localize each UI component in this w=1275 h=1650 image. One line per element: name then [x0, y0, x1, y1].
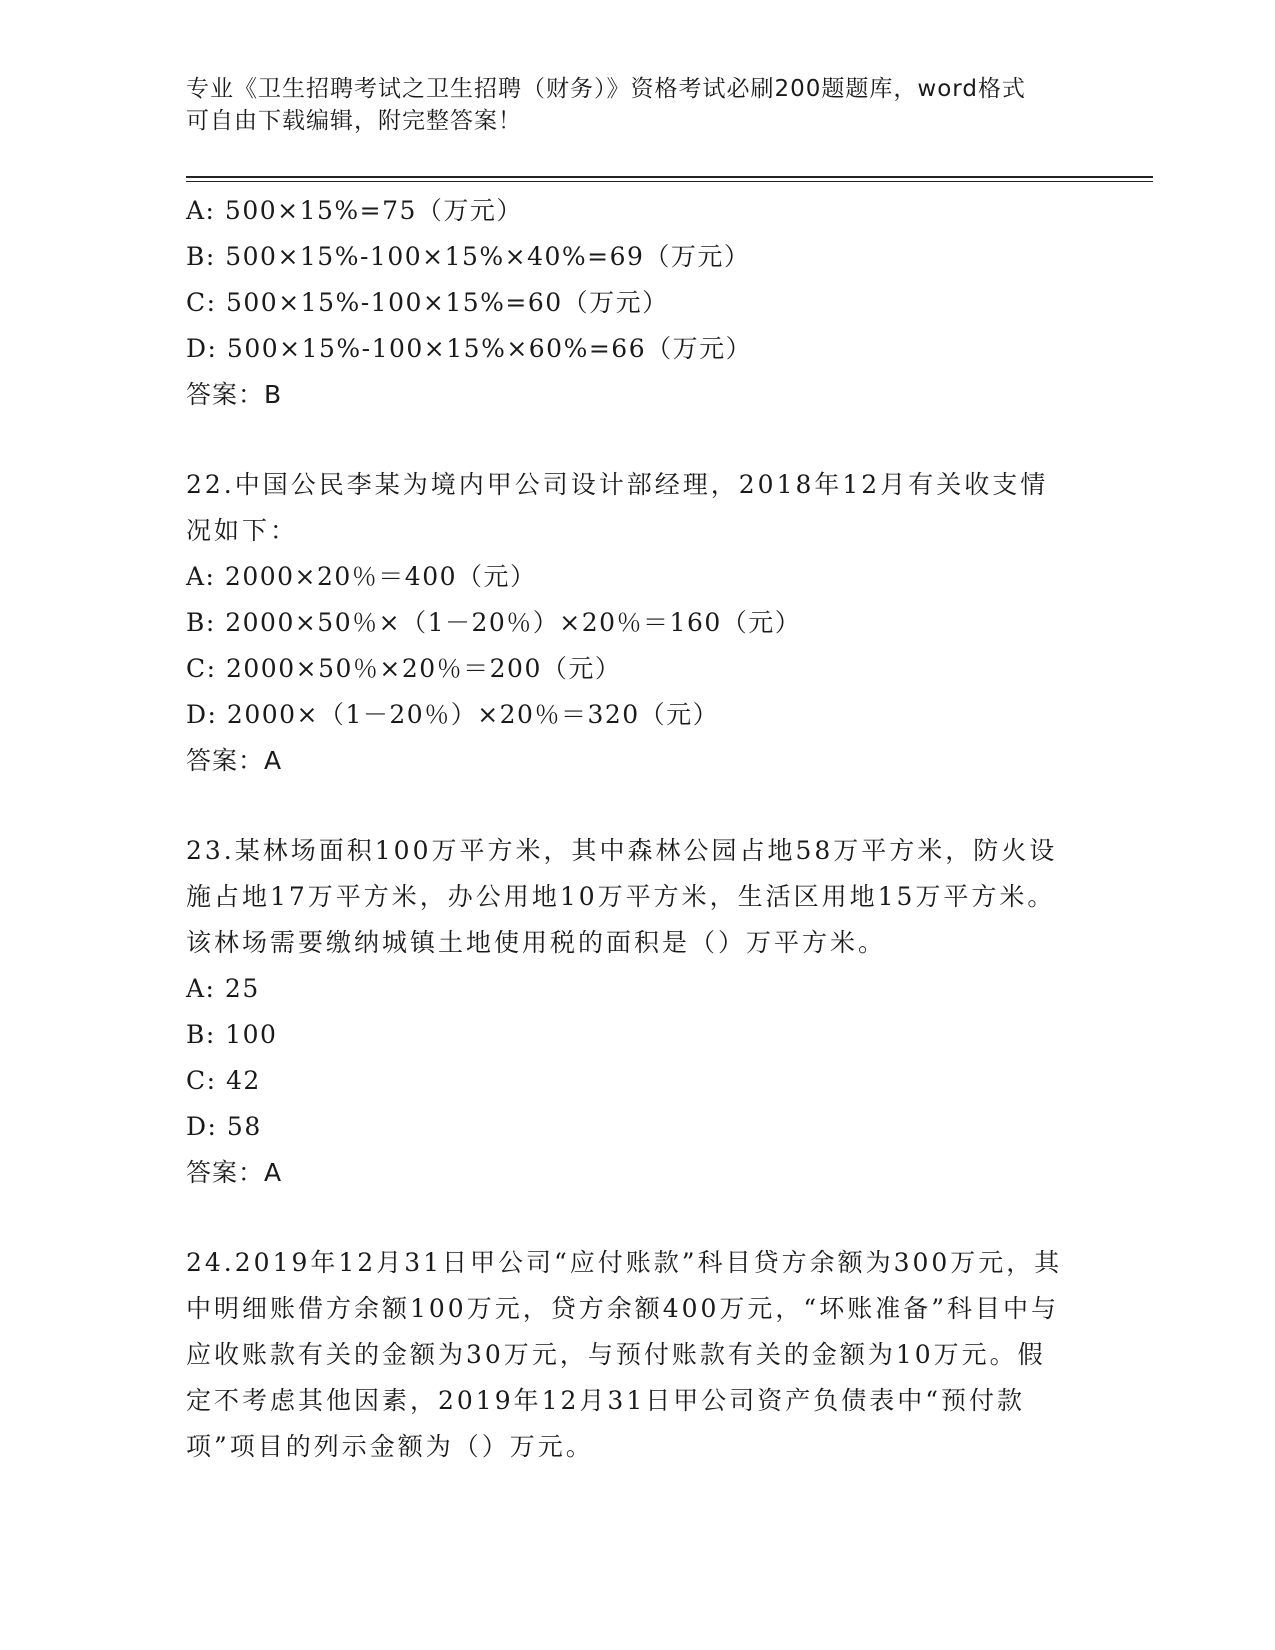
option-d: D: 58 — [186, 1112, 262, 1141]
option-b: B: 500×15%-100×15%×40%=69（万元） — [186, 242, 751, 271]
answer: 答案：A — [186, 1158, 283, 1187]
header-rule-thick — [186, 176, 1153, 178]
option-c: C: 42 — [186, 1066, 261, 1095]
header-line-1: 专业《卫生招聘考试之卫生招聘（财务）》资格考试必刷200题题库，word格式 — [186, 76, 1026, 102]
header-rule-thin — [186, 181, 1153, 182]
question-21 — [186, 188, 1066, 418]
question-24 — [186, 1240, 1066, 1470]
question-22 — [186, 462, 1066, 784]
answer: 答案：B — [186, 380, 283, 409]
question-23 — [186, 828, 1066, 1196]
question-text: 23.某林场面积100万平方米，其中森林公园占地58万平方米，防火设施占地17万平方米，办公用地10万平方米，生活区用地15万平方米。该林场需要缴纳城镇土地使用税的面积是（）万平方米。 — [186, 836, 1058, 957]
option-d: D: 2000×（1－20％）×20％＝320（元） — [186, 700, 720, 729]
option-c: C: 2000×50％×20％＝200（元） — [186, 654, 622, 683]
option-a: A: 500×15%=75（万元） — [186, 196, 523, 225]
document-body — [186, 188, 1066, 1470]
answer: 答案：A — [186, 746, 283, 775]
option-b: B: 100 — [186, 1020, 278, 1049]
option-d: D: 500×15%-100×15%×60%=66（万元） — [186, 334, 753, 363]
option-a: A: 2000×20％＝400（元） — [186, 562, 537, 591]
document-header — [186, 73, 1066, 137]
header-line-2: 可自由下载编辑，附完整答案！ — [186, 108, 522, 134]
question-text: 22.中国公民李某为境内甲公司设计部经理，2018年12月有关收支情况如下： — [186, 470, 1049, 545]
question-text: 24.2019年12月31日甲公司“应付账款”科目贷方余额为300万元，其中明细账借方余额100万元，贷方余额400万元，“坏账准备”科目中与应收账款有关的金额为30万元，与预付账款有关的金额为10万元。假定不考虑其他因素，2019年12月31日甲公司资产负债表中“预付款项”项目的列示金额为（）万元。 — [186, 1248, 1063, 1461]
option-b: B: 2000×50％×（1－20％）×20％＝160（元） — [186, 608, 802, 637]
option-a: A: 25 — [186, 974, 260, 1003]
option-c: C: 500×15%-100×15%=60（万元） — [186, 288, 669, 317]
